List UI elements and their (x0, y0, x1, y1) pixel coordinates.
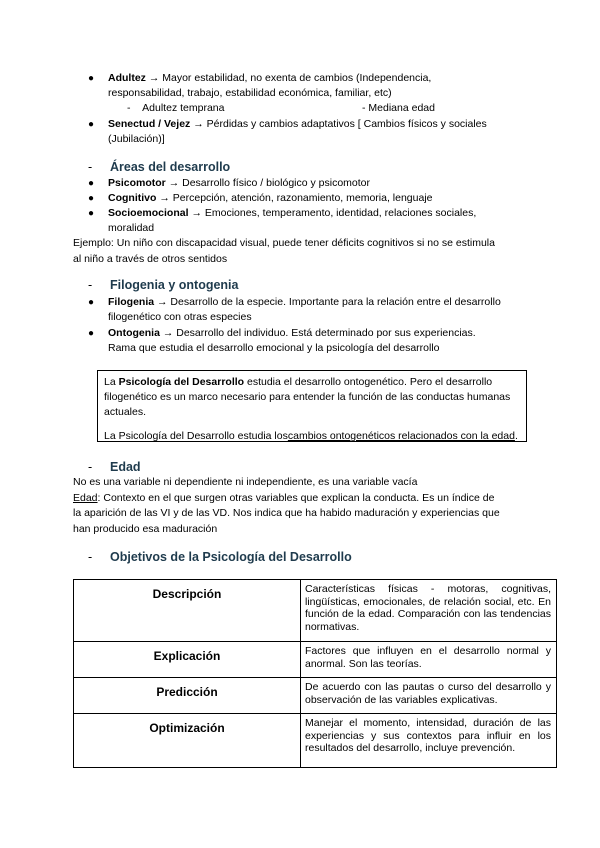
bullet-icon: ● (88, 119, 95, 130)
note-box (97, 370, 527, 442)
note-paragraph-1: La Psicología del Desarrollo estudia el desarrollo ontogenético. Pero el desarrollo filogenético es un marco necesario para entender la función de las conductas humanas actuales. (104, 376, 511, 418)
table-cell-label: Descripción (74, 580, 301, 642)
table-cell-desc: De acuerdo con las pautas o curso del desarrollo y observación de las variables explicativas. (301, 678, 557, 714)
bullet-icon: ● (88, 328, 95, 339)
table-cell-label: Explicación (74, 642, 301, 678)
table-cell-desc: Factores que influyen en el desarrollo normal y anormal. Son las teorías. (301, 642, 557, 678)
table-cell-desc: Manejar el momento, intensidad, duración de las experiencias y sus contextos para influir en los resultados del desarrollo, incluye prevención. (301, 714, 557, 768)
bullet-icon: ● (88, 297, 95, 308)
edad-paragraph: No es una variable ni dependiente ni independiente, es una variable vacía Edad: Contexto en el que surgen otras variables que explican la conducta. Es un índice de la aparición de las VI y de las VD. Nos indica que ha habido maduración y experiencias que han producido esa maduración (73, 476, 500, 535)
heading-edad: - Edad (88, 460, 141, 474)
table-row (74, 580, 557, 642)
heading-filogenia: - Filogenia y ontogenia (88, 278, 239, 292)
bullet-icon: ● (88, 208, 95, 219)
table-row (74, 642, 557, 678)
example-paragraph: Ejemplo: Un niño con discapacidad visual, puede tener déficits cognitivos si no se estimula al niño a través de otros sentidos (73, 237, 495, 265)
table-cell-label: Predicción (74, 678, 301, 714)
table-cell-desc: Características físicas - motoras, cognitivas, lingüísticas, emocionales, de relación social, etc. En función de la edad. Comparación con las tendencias normativas. (301, 580, 557, 642)
bullet-icon: ● (88, 193, 95, 204)
heading-areas: - Áreas del desarrollo (88, 160, 231, 174)
term-adultez: Adultez (108, 72, 146, 84)
bullet-icon: ● (88, 178, 95, 189)
table-row (74, 678, 557, 714)
table-row (74, 714, 557, 768)
note-paragraph-2: La Psicología del Desarrollo estudia loscambios ontogenéticos relacionados con la edad. (104, 430, 518, 442)
sub-item-mediana-edad: - Mediana edad (362, 102, 435, 114)
bullet-icon: ● (88, 73, 95, 84)
heading-objetivos: - Objetivos de la Psicología del Desarrollo (88, 550, 352, 564)
table-cell-label: Optimización (74, 714, 301, 768)
sub-item-adultez-temprana: - Adultez temprana (127, 102, 225, 114)
objectives-table (73, 579, 557, 768)
